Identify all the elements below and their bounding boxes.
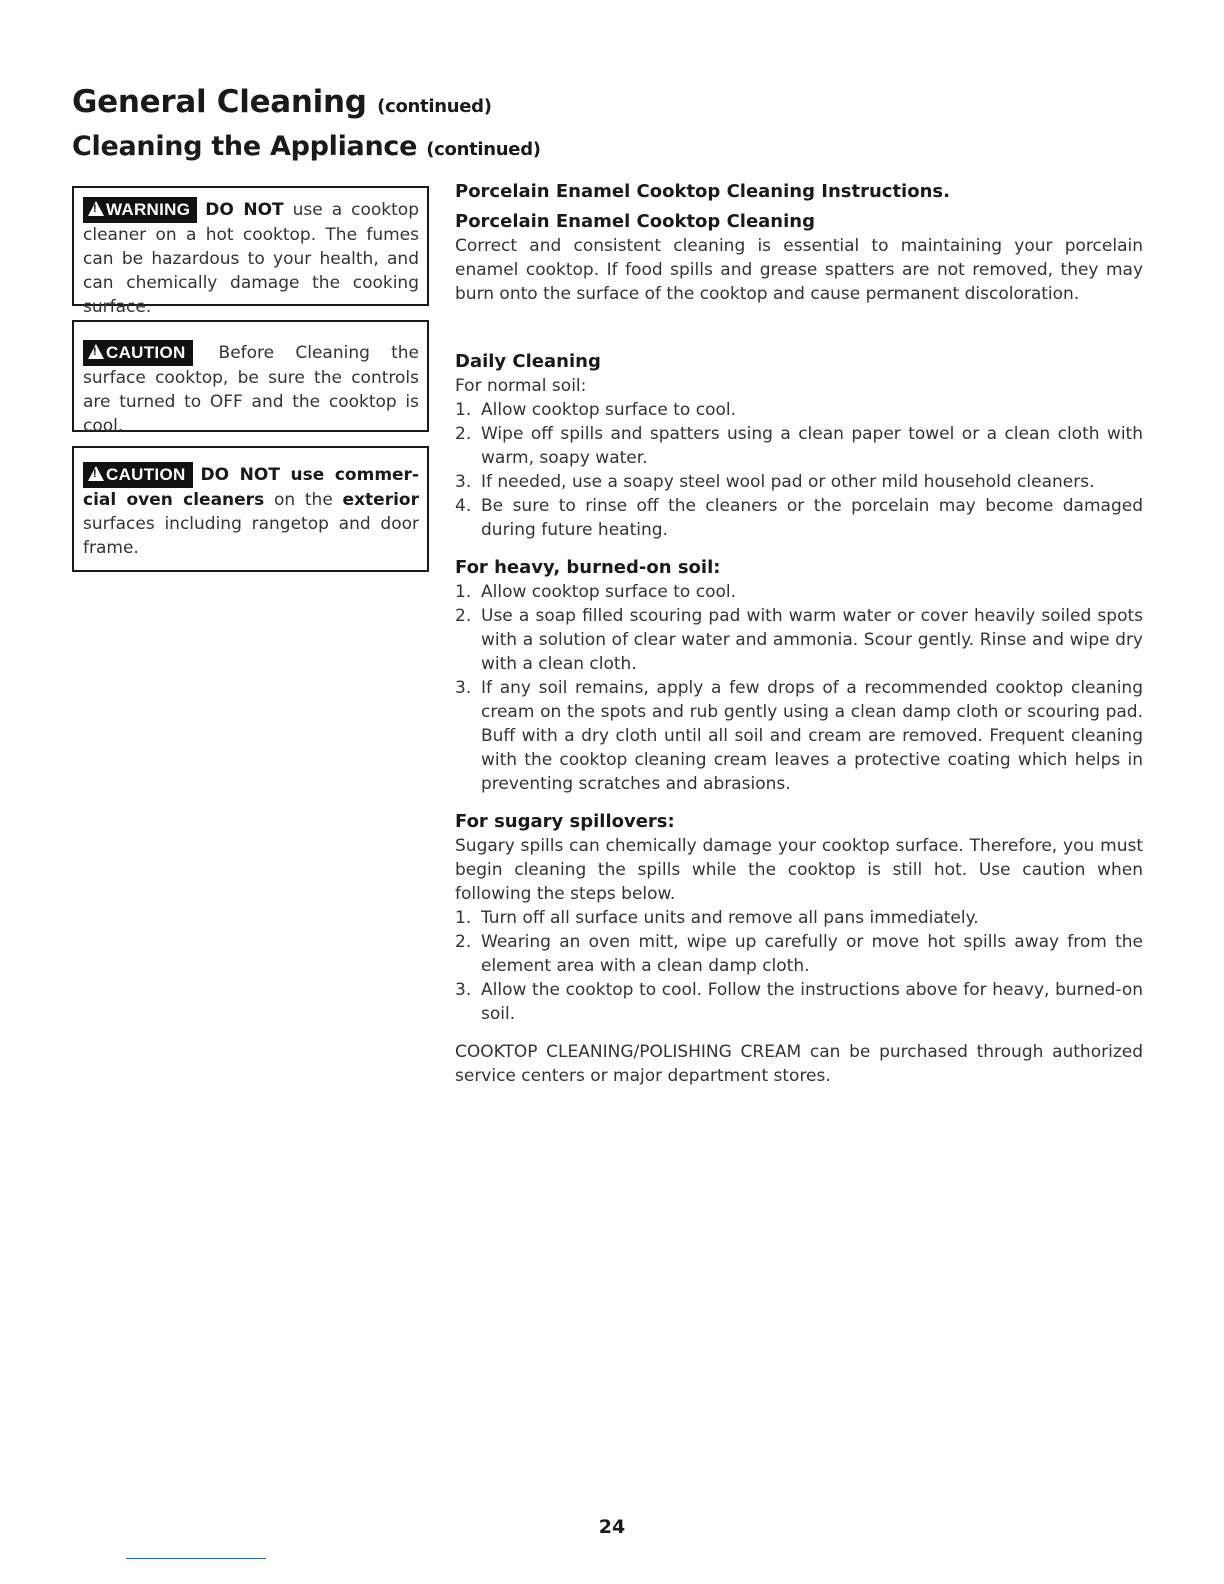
list-item: 3. Allow the cooktop to cool. Follow the instructions above for heavy, burned-on soil. — [455, 980, 1143, 1024]
caution-badge: !CAUTION — [83, 462, 193, 488]
heavy-soil-steps — [455, 580, 1143, 796]
caution-badge: !CAUTION — [83, 340, 193, 366]
sugary-spillovers-heading: For sugary spillovers: — [455, 811, 675, 832]
warning-lead: DO NOT — [205, 200, 284, 220]
cleaning-instructions — [455, 180, 1143, 1088]
page-title: General Cleaning (continued) — [72, 84, 492, 120]
page-number: 24 — [598, 1516, 626, 1538]
heavy-soil-heading: For heavy, burned-on soil: — [455, 557, 721, 578]
daily-cleaning-heading: Daily Cleaning — [455, 351, 601, 372]
list-item: 1. Turn off all surface units and remove all pans immediately. — [455, 908, 979, 928]
list-item: 2. Use a soap filled scouring pad with warm water or cover heavily soiled spots with a solution of clear water and ammonia. Scour gently. Rinse and wipe dry with a clean cloth. — [455, 606, 1143, 674]
alert-triangle-icon — [88, 466, 104, 481]
warning-notice — [72, 186, 429, 317]
list-item: 3. If any soil remains, apply a few drops of a recommended cooktop cleaning cream on the spots and rub gently using a clean damp cloth or scouring pad. Buff with a dry cloth until all soil and cream are removed. Frequent cleaning with the cooktop cleaning cream leaves a protective coating which helps in preventing scratches and abrasions. — [455, 678, 1143, 794]
daily-cleaning-steps — [455, 398, 1143, 542]
alert-triangle-icon — [88, 201, 104, 216]
polishing-cream-note: COOKTOP CLEANING/POLISHING CREAM can be purchased through authorized service centers or major department stores. — [455, 1042, 1143, 1086]
caution-lead: DO NOT use commer-cial oven cleaners — [83, 465, 419, 510]
caution-text: surfaces including rangetop and door frame. — [83, 514, 419, 558]
sugary-spillovers-intro: Sugary spills can chemically damage your cooktop surface. Therefore, you must begin cleaning the spills while the cooktop is still hot. Use caution when following the steps below. — [455, 836, 1143, 904]
list-item: 1. Allow cooktop surface to cool. — [455, 582, 737, 602]
sugary-spillovers-steps — [455, 906, 1143, 1026]
caution-notice-controls — [72, 320, 429, 436]
porcelain-cleaning-heading: Porcelain Enamel Cooktop Cleaning — [455, 211, 815, 232]
porcelain-cleaning-text: Correct and consistent cleaning is essential to maintaining your porcelain enamel cooktop. If food spills and grease spatters are not removed, they may burn onto the surface of the cooktop and cause permanent discoloration. — [455, 236, 1143, 304]
list-item: 1. Allow cooktop surface to cool. — [455, 400, 737, 420]
warning-badge: !WARNING — [83, 197, 197, 223]
footer-rule — [126, 1558, 266, 1559]
list-item: 3. If needed, use a soapy steel wool pad or other mild household cleaners. — [455, 472, 1095, 492]
page-subtitle: Cleaning the Appliance (continued) — [72, 131, 541, 162]
page-header — [72, 82, 541, 168]
title-continued: (continued) — [377, 96, 492, 117]
list-item: 2. Wipe off spills and spatters using a clean paper towel or a clean cloth with warm, soapy water. — [455, 424, 1143, 468]
list-item: 2. Wearing an oven mitt, wipe up carefully or move hot spills away from the element area with a clean damp cloth. — [455, 932, 1143, 976]
caution-text: Before Cleaning the surface cooktop, be sure the controls are turned to OFF and the cooktop is cool. — [83, 343, 419, 436]
daily-cleaning-intro: For normal soil: — [455, 376, 587, 396]
caution-exterior: exterior — [342, 490, 419, 510]
instructions-heading: Porcelain Enamel Cooktop Cleaning Instructions. — [455, 181, 950, 202]
alert-triangle-icon — [88, 344, 104, 359]
warning-text: use a cooktop cleaner on a hot cooktop. The fumes can be hazardous to your health, and can chemically damage the cooking surface. — [83, 200, 419, 317]
list-item: 4. Be sure to rinse off the cleaners or the porcelain may become damaged during future heating. — [455, 496, 1143, 540]
caution-notice-cleaners: !CAUTION DO NOT use commer-cial oven cleaners on the exterior surfaces including rangetop and door frame. — [72, 446, 429, 572]
safety-notices — [72, 186, 429, 586]
subtitle-continued: (continued) — [426, 139, 541, 160]
